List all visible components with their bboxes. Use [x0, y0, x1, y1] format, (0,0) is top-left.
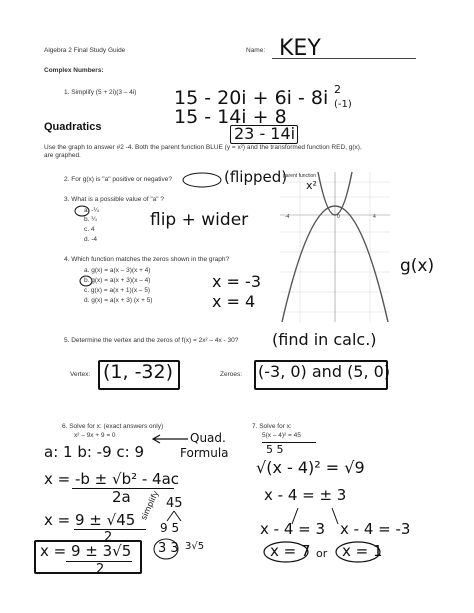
- q1-answer: 23 - 14i: [234, 124, 296, 143]
- graph-parent-note: x²: [306, 179, 317, 192]
- q6-arrow-icon: [150, 434, 190, 444]
- q6-circled-factors: 3 3: [158, 541, 179, 556]
- q7-prompt: 7. Solve for x:: [252, 423, 292, 430]
- q6-final-denominator: 2: [96, 562, 105, 577]
- graph-tick-0: 0: [337, 214, 340, 220]
- q6-formula-denominator: 2a: [112, 488, 131, 506]
- q7-equation-numerator: 5(x – 4)² = 45: [262, 432, 301, 439]
- q7-step2: x - 4 = ± 3: [264, 486, 347, 504]
- q6-coefficients: a: 1 b: -9 c: 9: [44, 443, 145, 461]
- q4-option-d: d. g(x) = a(x + 3) (x + 5): [84, 297, 153, 304]
- intro-line1: Use the graph to answer #2 -4. Both the parent function BLUE (y = x²) and the transformed function RED, g(x),: [44, 144, 362, 151]
- document-title: Algebra 2 Final Study Guide: [44, 47, 126, 54]
- q6-note-quad: Quad.: [190, 431, 226, 445]
- q2-circle-mark: [182, 172, 222, 188]
- graph-parent-label: parent function: [283, 173, 317, 179]
- q3-answer: flip + wider: [150, 210, 249, 230]
- q5-prompt: 5. Determine the vertex and the zeros of f(x) = 2x² – 4x - 30?: [64, 337, 239, 344]
- q6-formula-numerator: x = -b ± √b² - 4ac: [44, 470, 180, 488]
- section-complex-numbers: Complex Numbers:: [44, 67, 104, 74]
- q1-work-note: (-1): [334, 99, 352, 110]
- zeroes-value: (-3, 0) and (5, 0): [258, 362, 391, 381]
- q6-step-denominator: 2: [104, 530, 113, 545]
- q7-answer-right: x = 1: [342, 542, 383, 560]
- name-label: Name:: [246, 47, 266, 54]
- zeroes-label: Zeroes:: [220, 371, 243, 378]
- q4-work-zero1: x = -3: [212, 272, 261, 291]
- q3-option-a: a. -¼: [84, 207, 99, 214]
- q2-prompt: 2. For g(x) is "a" positive or negative?: [64, 176, 172, 183]
- q4-work-zero2: x = 4: [212, 292, 256, 311]
- q6-final-numerator: x = 9 ± 3√5: [40, 542, 132, 560]
- intro-line2: are graphed.: [44, 152, 81, 159]
- q3-option-b: b. ¼: [84, 216, 97, 223]
- q6-factor-result: 3√5: [185, 541, 205, 552]
- q4-option-a: a. g(x) = a(x – 3)(x + 4): [84, 267, 151, 274]
- q1-work-line2: 15 - 14i + 8: [174, 106, 287, 128]
- q2-answer: (flipped): [224, 168, 288, 186]
- section-quadratics: Quadratics: [44, 121, 102, 133]
- q4-prompt: 4. Which function matches the zeros shown in the graph?: [64, 256, 230, 263]
- q1-work-exponent: 2: [334, 83, 341, 96]
- q6-factor-bottom: 9 5: [160, 521, 180, 535]
- q4-option-c: c. g(x) = a(x + 1)(x – 5): [84, 287, 151, 294]
- q3-prompt: 3. What is a possible value of "a" ?: [64, 196, 165, 203]
- name-value: KEY: [279, 36, 321, 61]
- q6-circle-mark: [153, 538, 179, 560]
- vertex-value: (1, -32): [103, 361, 174, 383]
- q4-option-b: b. g(x) = a(x + 3)(x – 4): [84, 277, 151, 284]
- q7-branch-left: x - 4 = 3: [260, 520, 326, 538]
- q6-equation: x² – 9x + 9 = 0: [74, 432, 116, 439]
- name-underline: [272, 58, 416, 59]
- q6-note-formula: Formula: [180, 446, 229, 460]
- q6-step-numerator: x = 9 ± √45: [44, 511, 136, 529]
- graph-g-label: g(x): [400, 256, 435, 276]
- q6-factor-top: 45: [166, 496, 183, 511]
- q3-option-d: d. -4: [84, 236, 98, 243]
- q7-equation-denominator: 5 5: [266, 443, 284, 456]
- vertex-label: Vertex:: [70, 371, 91, 378]
- q3-option-c: c. 4: [84, 226, 95, 233]
- q7-or: or: [316, 547, 328, 560]
- q4-circle-mark: [79, 275, 93, 287]
- q7-answer-left: x = 7: [270, 542, 311, 560]
- graph-tick-neg4: -4: [285, 214, 290, 220]
- q6-prompt: 6. Solve for x: (exact answers only): [62, 423, 164, 430]
- q7-branch-right: x - 4 = -3: [340, 520, 411, 538]
- q6-simplify-note: simplify: [139, 489, 161, 522]
- quadratic-graph: [280, 172, 390, 322]
- q5-note: (find in calc.): [272, 330, 377, 349]
- q1-work-line1: 15 - 20i + 6i - 8i: [174, 87, 329, 109]
- q7-step1: √(x - 4)² = √9: [256, 458, 365, 477]
- graph-tick-4: 4: [373, 214, 376, 220]
- q1-prompt: 1. Simplify (5 + 2i)(3 – 4i): [64, 89, 137, 96]
